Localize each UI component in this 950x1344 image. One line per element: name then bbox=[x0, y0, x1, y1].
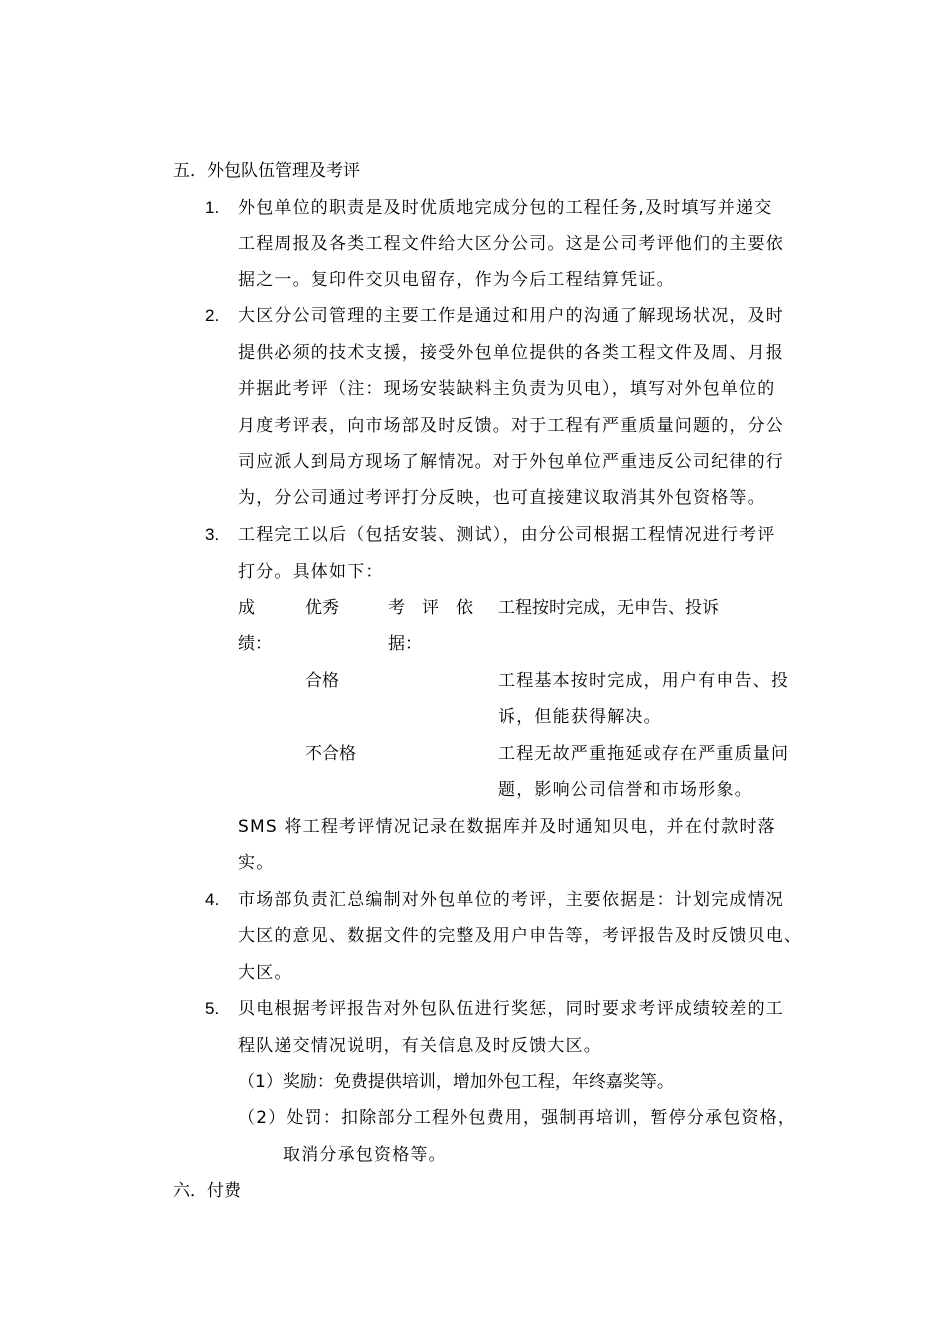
item-1-line-2: 工程周报及各类工程文件给大区分公司。这是公司考评他们的主要依 bbox=[238, 234, 784, 254]
grades-col1-line-1: 成 bbox=[238, 598, 255, 618]
item-3-number: 3. bbox=[205, 525, 220, 544]
item-2-line-2: 提供必须的技术支援，接受外包单位提供的各类工程文件及周、月报 bbox=[238, 343, 784, 363]
penalty-line-1: （2）处罚：扣除部分工程外包费用，强制再培训，暂停分承包资格， bbox=[238, 1108, 797, 1128]
item-2-number: 2. bbox=[205, 306, 220, 325]
sms-note-line-1: SMS 将工程考评情况记录在数据库并及时通知贝电，并在付款时落 bbox=[238, 817, 776, 837]
reward-line: （1）奖励：免费提供培训，增加外包工程，年终嘉奖等。 bbox=[238, 1072, 674, 1092]
item-3-line-1: 工程完工以后（包括安装、测试），由分公司根据工程情况进行考评 bbox=[238, 525, 776, 545]
grades-col3-line-2: 据： bbox=[388, 634, 422, 654]
item-4-line-3: 大区。 bbox=[238, 963, 293, 983]
item-5-line-2: 程队递交情况说明，有关信息及时反馈大区。 bbox=[238, 1036, 602, 1056]
grades-col1-line-2: 绩： bbox=[238, 634, 272, 654]
grade-pass: 合格 bbox=[305, 671, 339, 691]
item-5-line-1: 贝电根据考评报告对外包队伍进行奖惩，同时要求考评成绩较差的工 bbox=[238, 999, 784, 1019]
item-2-line-1: 大区分公司管理的主要工作是通过和用户的沟通了解现场状况，及时 bbox=[238, 306, 784, 326]
sms-note-line-2: 实。 bbox=[238, 853, 275, 873]
section-5-title: 五．外包队伍管理及考评 bbox=[173, 161, 360, 181]
grade-fail-desc-1: 工程无故严重拖延或存在严重质量问 bbox=[498, 744, 790, 764]
item-1-line-1: 外包单位的职责是及时优质地完成分包的工程任务,及时填写并递交 bbox=[238, 198, 773, 218]
grade-pass-desc-1: 工程基本按时完成，用户有申告、投 bbox=[498, 671, 790, 691]
item-5-number: 5. bbox=[205, 999, 220, 1018]
section-6-title: 六．付费 bbox=[173, 1181, 241, 1201]
item-2-line-5: 司应派人到局方现场了解情况。对于外包单位严重违反公司纪律的行 bbox=[238, 452, 784, 472]
item-2-line-6: 为，分公司通过考评打分反映，也可直接建议取消其外包资格等。 bbox=[238, 488, 766, 508]
grade-excellent: 优秀 bbox=[305, 598, 339, 618]
item-2-line-4: 月度考评表，向市场部及时反馈。对于工程有严重质量问题的，分公 bbox=[238, 416, 784, 436]
penalty-line-2: 取消分承包资格等。 bbox=[283, 1145, 447, 1165]
grade-fail: 不合格 bbox=[305, 744, 356, 764]
item-2-line-3: 并据此考评（注：现场安装缺料主负责为贝电），填写对外包单位的 bbox=[238, 379, 776, 399]
grade-pass-desc-2: 诉，但能获得解决。 bbox=[498, 707, 662, 727]
item-4-number: 4. bbox=[205, 890, 220, 909]
item-3-line-2: 打分。具体如下： bbox=[238, 562, 384, 582]
grades-col3-line-1: 考 评 依 bbox=[388, 598, 473, 618]
item-1-line-3: 据之一。复印件交贝电留存，作为今后工程结算凭证。 bbox=[238, 270, 675, 290]
item-1-number: 1. bbox=[205, 198, 220, 217]
item-4-line-1: 市场部负责汇总编制对外包单位的考评，主要依据是：计划完成情况 bbox=[238, 890, 784, 910]
grade-excellent-desc: 工程按时完成，无申告、投诉 bbox=[498, 598, 719, 618]
item-4-line-2: 大区的意见、数据文件的完整及用户申告等，考评报告及时反馈贝电、 bbox=[238, 926, 803, 946]
grade-fail-desc-2: 题，影响公司信誉和市场形象。 bbox=[498, 780, 753, 800]
